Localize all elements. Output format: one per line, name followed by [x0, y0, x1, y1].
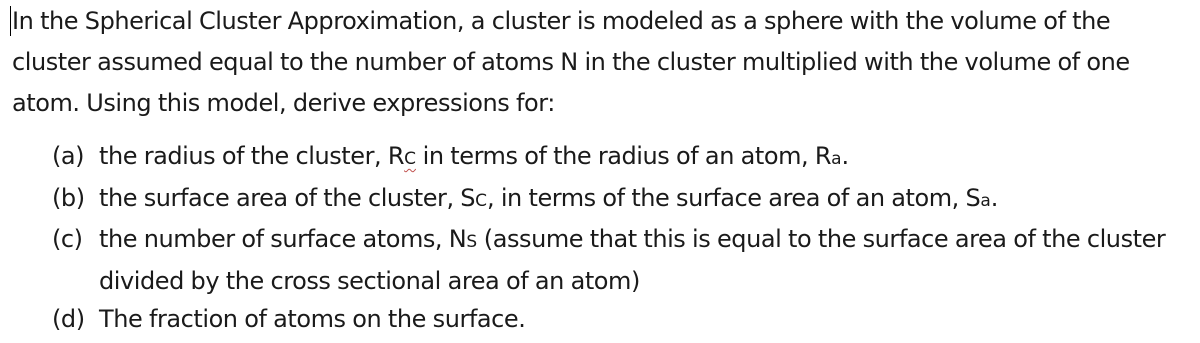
intro-paragraph: In the Spherical Cluster Approximation, a cluster is modeled as a sphere with the volume of the cluster assumed equal to the number of atoms N in the cluster multiplied with the volume of one atom. Using this model, derive expressions for: [12, 7, 1130, 117]
subscript: C [404, 149, 416, 169]
list-item-d [52, 300, 1192, 339]
item-text: The fraction of atoms on the surface. [99, 305, 526, 333]
list-marker: (d) [52, 305, 85, 333]
item-text: the surface area of the cluster, S [99, 183, 476, 212]
subscript: a [980, 190, 991, 211]
item-text: the radius of the cluster, R [99, 142, 405, 170]
subscript: C [475, 190, 487, 211]
list-item-b [52, 179, 1192, 221]
text-cursor [10, 6, 11, 36]
list-marker: (a) [52, 142, 85, 170]
item-text: in terms of the radius of an atom, R [415, 142, 832, 170]
subscript: a [831, 149, 842, 169]
list-item-c [52, 220, 1192, 300]
item-text: the number of surface atoms, N [99, 225, 467, 253]
question-list [52, 137, 1192, 339]
item-text: (assume that this is equal to the surface area of the cluster divided by the cross sectional area of an atom) [99, 225, 1166, 295]
list-item-a [52, 137, 1192, 179]
list-marker: (c) [52, 225, 83, 253]
item-text: . [841, 142, 849, 170]
subscript: S [466, 232, 478, 252]
list-marker: (b) [52, 183, 85, 212]
item-text: . [990, 183, 998, 212]
item-text: , in terms of the surface area of an atom, S [486, 183, 981, 212]
